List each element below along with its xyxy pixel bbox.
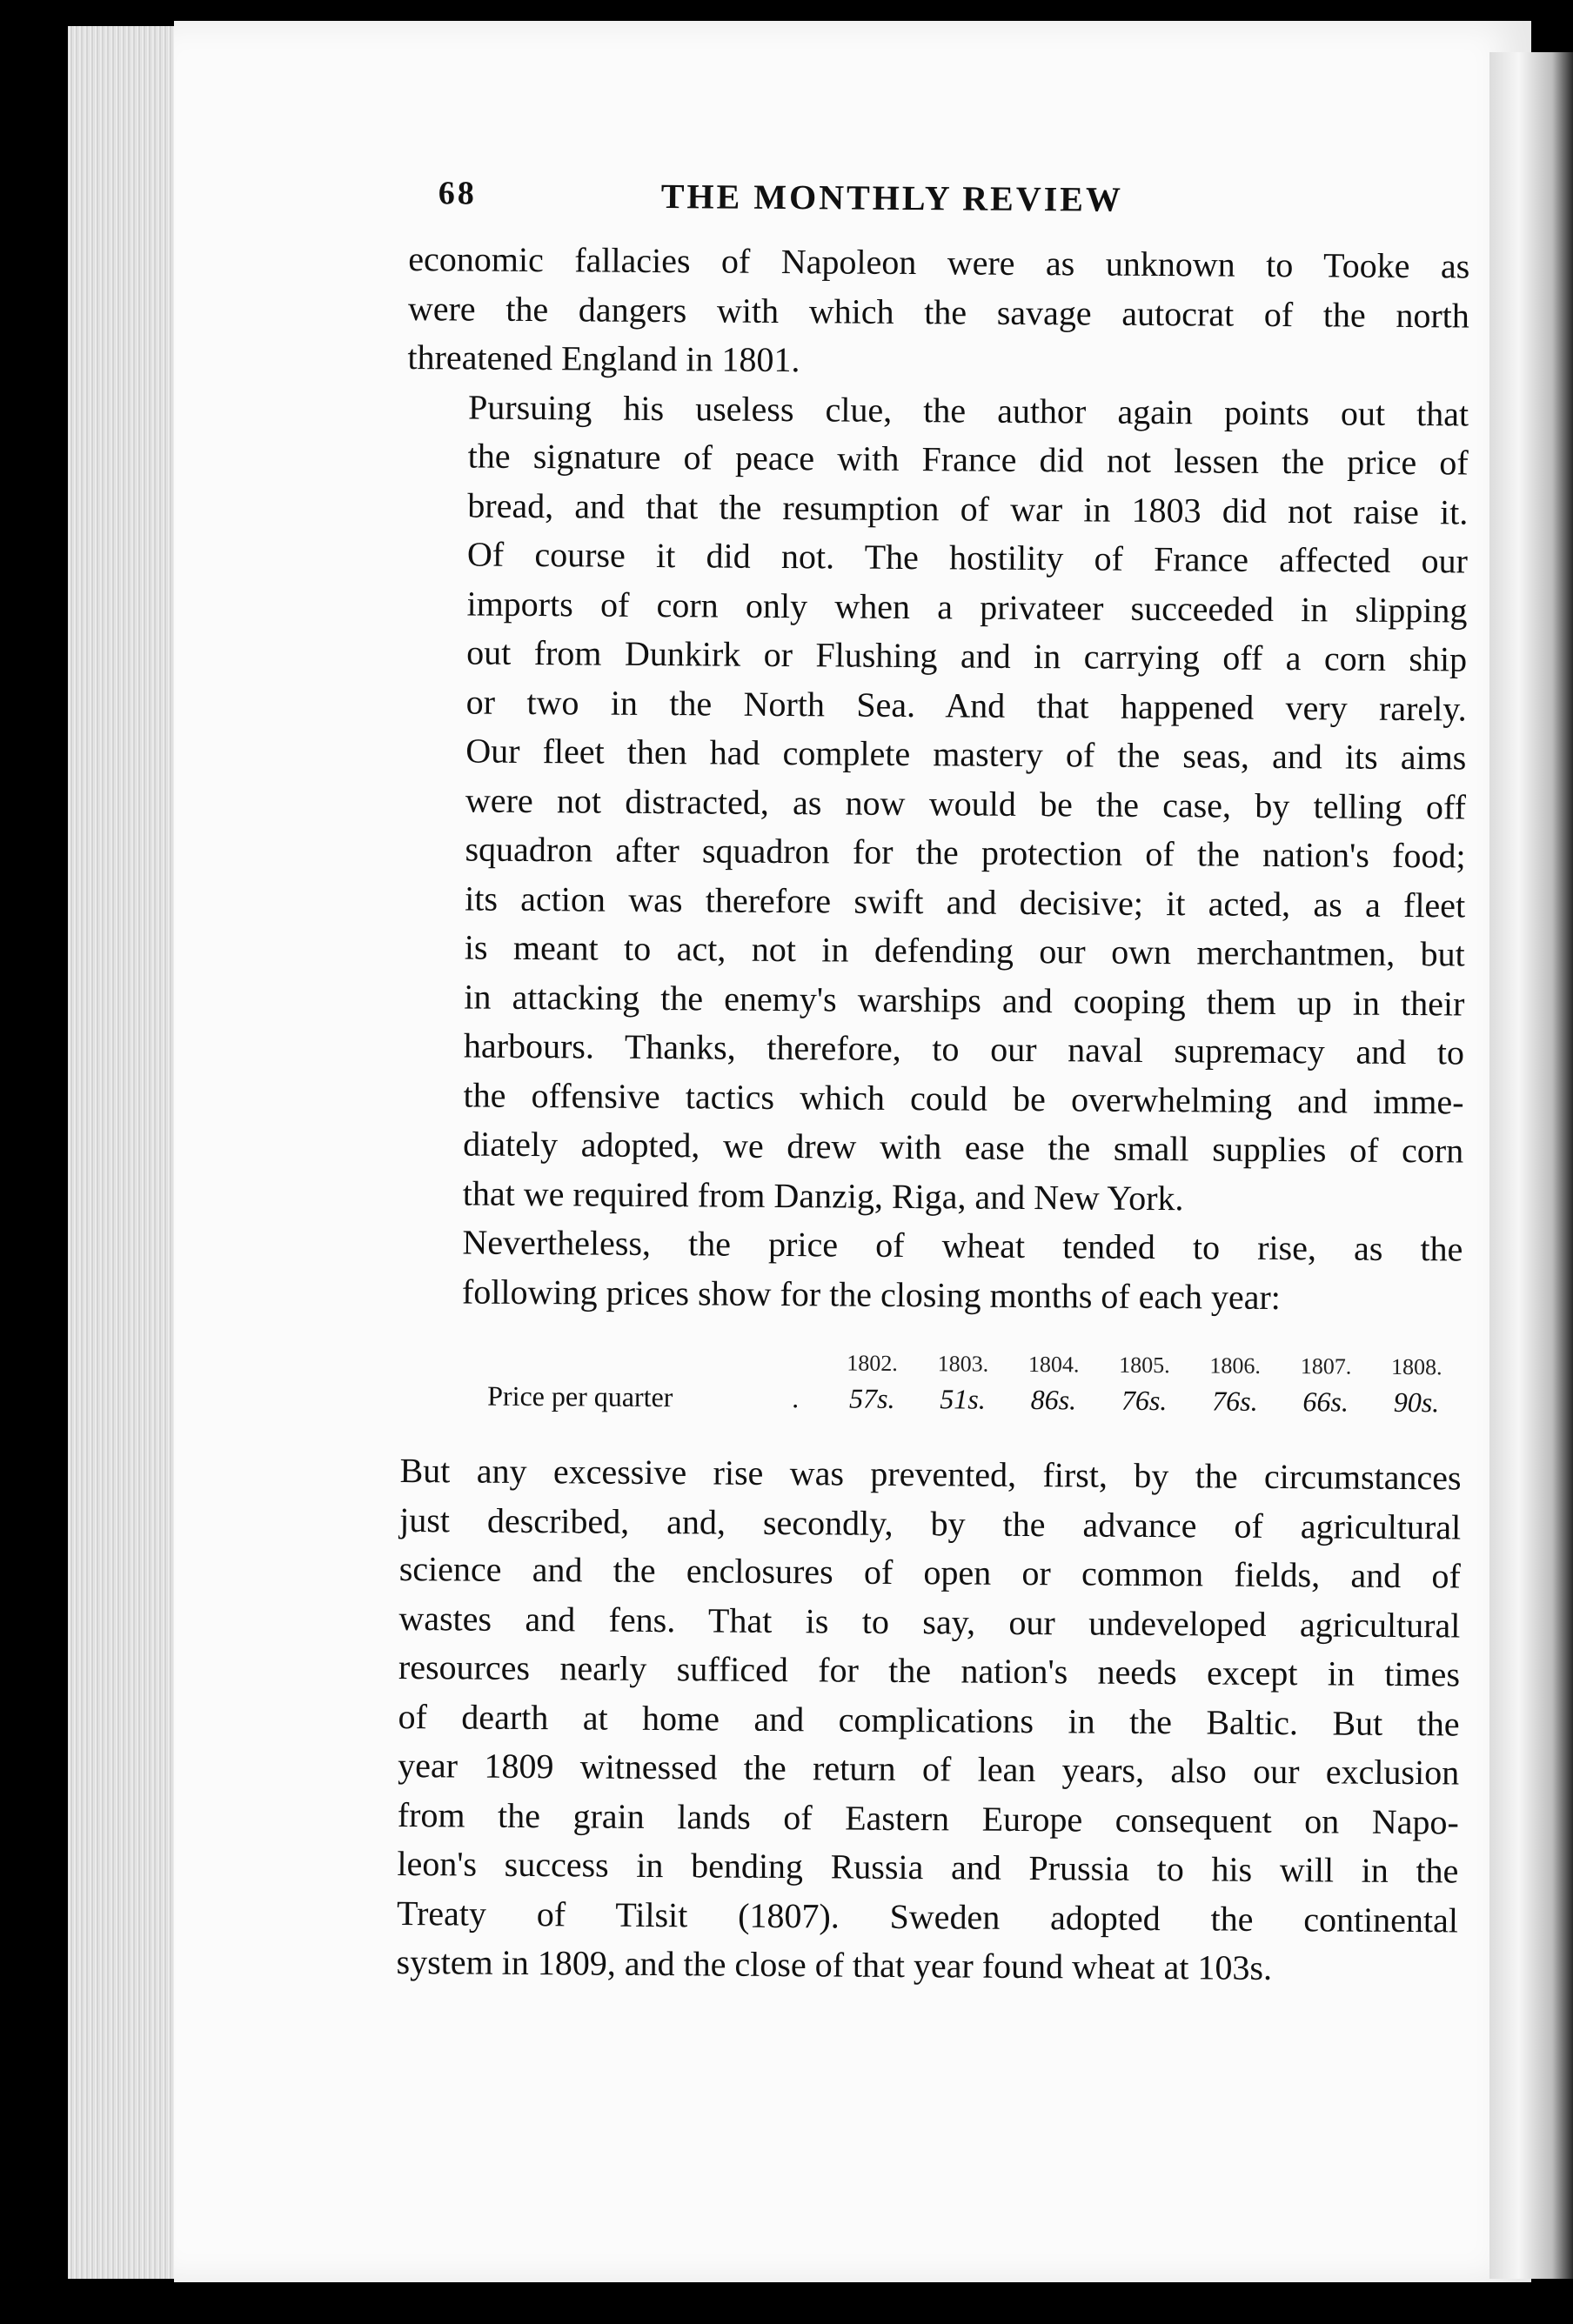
text-line: out from Dunkirk or Flushing and in carrying off a corn ship — [466, 632, 1468, 679]
text-line: imports of corn only when a privateer succeeded in slipping — [466, 583, 1468, 631]
text-line: resources nearly sufficed for the nation's needs except in times — [398, 1646, 1461, 1694]
wheat-price-table — [400, 1340, 1463, 1425]
text-line: threatened England in 1801. — [407, 337, 800, 380]
text-line: the signature of peace with France did not lessen the price of — [467, 436, 1469, 483]
text-line: were not distracted, as now would be the case, by telling off — [465, 779, 1467, 826]
page-curl-shadow — [1489, 52, 1573, 2279]
text-line: from the grain lands of Eastern Europe consequent on Napo- — [397, 1794, 1459, 1841]
price-cell: 76s. — [1212, 1384, 1258, 1417]
text-line: squadron after squadron for the protection of the nation's food; — [465, 829, 1466, 876]
text-line: But any excessive rise was prevented, first, by the circumstances — [399, 1450, 1462, 1498]
text-line: Of course it did not. The hostility of France affected our — [466, 534, 1469, 581]
page-text-block — [396, 174, 1470, 1994]
empty-header-cell — [792, 1343, 827, 1376]
text-line: is meant to act, not in defending our own merchantmen, but — [464, 927, 1465, 974]
text-line: just described, and, secondly, by the advance of agricultural — [399, 1499, 1462, 1546]
year-cell: 1807. — [1300, 1353, 1352, 1379]
text-line: or two in the North Sea. And that happened very rarely. — [465, 681, 1467, 729]
price-cell: 76s. — [1121, 1384, 1168, 1416]
text-line: its action was therefore swift and decisive; it acted, as a fleet — [465, 878, 1466, 925]
leader-dot: . — [792, 1381, 800, 1413]
paragraph-pursuing — [402, 382, 1469, 1225]
year-cell: 1802. — [847, 1350, 898, 1376]
text-line: Nevertheless, the price of wheat tended to rise, as the — [462, 1222, 1463, 1269]
price-row — [400, 1373, 1462, 1425]
page-number: 68 — [438, 175, 477, 212]
text-line: system in 1809, and the close of that year found wheat at 103s. — [396, 1941, 1273, 1987]
paragraph-but-any — [396, 1446, 1461, 1994]
empty-header-cell — [400, 1340, 792, 1376]
price-cell: 86s. — [1030, 1383, 1077, 1415]
year-cell: 1806. — [1209, 1352, 1262, 1379]
text-line: science and the enclosures of open or common fields, and of — [398, 1548, 1461, 1596]
running-head — [409, 174, 1470, 243]
text-line: wastes and fens. That is to say, our undeveloped agricultural — [398, 1598, 1461, 1645]
text-line: economic fallacies of Napoleon were as unknown to Tooke as — [408, 238, 1470, 286]
text-line: diately adopted, we drew with ease the small supplies of corn — [463, 1124, 1464, 1171]
text-line: Our fleet then had complete mastery of the seas, and its aims — [465, 731, 1467, 778]
text-line: in attacking the enemy's warships and cooping them up in their — [464, 976, 1465, 1023]
price-cell: 90s. — [1393, 1386, 1440, 1418]
year-cell: 1808. — [1390, 1353, 1442, 1380]
text-line: following prices show for the closing months of each year: — [461, 1271, 1282, 1317]
price-cell: 57s. — [848, 1382, 895, 1414]
price-cell: 66s. — [1302, 1385, 1349, 1418]
price-cell: 51s. — [940, 1382, 986, 1415]
text-line: Pursuing his useless clue, the author again points out that — [467, 386, 1469, 434]
journal-title: THE MONTHLY REVIEW — [660, 177, 1124, 219]
text-line: of dearth at home and complications in the Baltic. But the — [398, 1696, 1460, 1743]
year-cell: 1805. — [1119, 1352, 1170, 1379]
year-cell: 1803. — [937, 1351, 989, 1377]
text-line: leon's success in bending Russia and Prussia to his will in the — [397, 1843, 1459, 1891]
text-line: bread, and that the resumption of war in 1803 did not raise it. — [467, 484, 1469, 532]
text-line: harbours. Thanks, therefore, to our naval supremacy and to — [463, 1025, 1465, 1072]
text-line: were the dangers with which the savage autocrat of the north — [407, 288, 1470, 336]
text-line: the offensive tactics which could be overwhelming and imme- — [463, 1074, 1464, 1121]
paragraph-continuation — [407, 235, 1469, 390]
text-line: year 1809 witnessed the return of lean years, also our exclusion — [398, 1745, 1460, 1793]
text-line: that we required from Danzig, Riga, and New York. — [462, 1172, 1184, 1218]
year-cell: 1804. — [1027, 1352, 1080, 1378]
price-row-label: Price per quarter — [487, 1379, 673, 1412]
paragraph-nevertheless — [401, 1218, 1463, 1324]
text-line: Treaty of Tilsit (1807). Sweden adopted the continental — [396, 1893, 1459, 1940]
